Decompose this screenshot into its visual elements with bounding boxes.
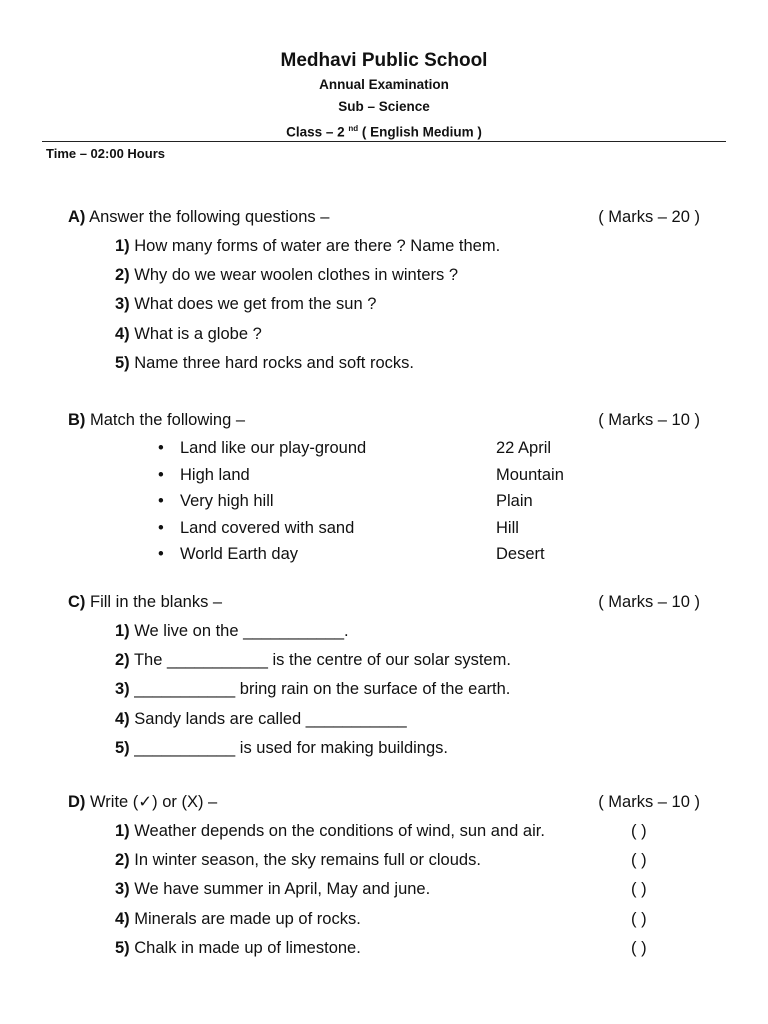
- question-text: ___________ bring rain on the surface of the earth.: [134, 680, 511, 699]
- section-c: [68, 588, 700, 763]
- section-d-marks: ( Marks – 10 ): [598, 793, 700, 811]
- section-c-label: C): [68, 593, 86, 611]
- match-left-item: World Earth day: [180, 545, 298, 563]
- bullet-icon: •: [158, 518, 164, 537]
- question-number: 4): [115, 909, 130, 928]
- match-right-item: Mountain: [496, 465, 564, 484]
- section-c-title: Fill in the blanks –: [90, 593, 223, 611]
- answer-brackets: ( ): [631, 851, 647, 870]
- match-right-item: Plain: [496, 492, 533, 510]
- question-a5: [68, 349, 700, 378]
- section-b-heading: [68, 406, 700, 435]
- question-number: 4): [115, 709, 130, 728]
- section-d-title: Write (✓) or (X) –: [90, 793, 218, 811]
- question-number: 1): [115, 622, 130, 640]
- answer-brackets: ( ): [631, 909, 647, 928]
- match-left-item: Land like our play-ground: [180, 439, 367, 457]
- question-a3: [68, 290, 700, 319]
- school-name: Medhavi Public School: [280, 50, 488, 71]
- question-text: We live on the ___________.: [134, 622, 349, 640]
- match-row-2: [68, 462, 700, 489]
- question-text: Weather depends on the conditions of wind, sun and air.: [134, 822, 545, 840]
- question-text: How many forms of water are there ? Name them.: [134, 237, 501, 255]
- match-right-item: 22 April: [496, 439, 552, 457]
- question-number: 1): [115, 822, 130, 840]
- question-d1: [68, 817, 700, 846]
- section-b-label: B): [68, 411, 86, 429]
- question-number: 3): [115, 295, 130, 314]
- question-number: 1): [115, 237, 130, 255]
- paper-header: [0, 48, 768, 144]
- question-c3: [68, 675, 700, 704]
- question-number: 5): [115, 938, 130, 957]
- question-number: 2): [115, 266, 130, 285]
- question-number: 4): [115, 324, 130, 343]
- section-a-label: A): [68, 208, 86, 226]
- question-text: What is a globe ?: [134, 324, 262, 343]
- section-b-marks: ( Marks – 10 ): [598, 411, 700, 429]
- question-c4: [68, 705, 700, 734]
- answer-brackets: ( ): [631, 938, 647, 957]
- class-line: [0, 118, 768, 144]
- question-c2: [68, 646, 700, 675]
- question-text: Why do we wear woolen clothes in winters ?: [134, 266, 458, 285]
- bullet-icon: •: [158, 492, 164, 510]
- match-row-1: [68, 435, 700, 462]
- match-left-item: High land: [180, 465, 250, 484]
- question-number: 3): [115, 880, 130, 899]
- bullet-icon: •: [158, 439, 164, 457]
- section-a-title: Answer the following questions –: [89, 208, 330, 226]
- exam-name: Annual Examination: [319, 77, 449, 92]
- match-right-item: Hill: [496, 518, 519, 537]
- match-left-item: Land covered with sand: [180, 518, 355, 537]
- question-d5: [68, 934, 700, 963]
- answer-brackets: ( ): [631, 822, 647, 840]
- question-number: 3): [115, 680, 130, 699]
- section-a-marks: ( Marks – 20 ): [598, 208, 700, 226]
- class-medium: ( English Medium ): [358, 124, 482, 140]
- bullet-icon: •: [158, 465, 164, 484]
- match-row-5: [68, 541, 700, 568]
- question-text: Name three hard rocks and soft rocks.: [134, 353, 414, 372]
- class-prefix: Class – 2: [286, 124, 345, 140]
- question-text: Sandy lands are called ___________: [134, 709, 407, 728]
- section-c-heading: [68, 588, 700, 617]
- question-a4: [68, 320, 700, 349]
- question-c1: [68, 617, 700, 646]
- match-row-4: [68, 515, 700, 542]
- question-number: 2): [115, 651, 130, 670]
- subject-line: Sub – Science: [338, 99, 430, 114]
- section-b-title: Match the following –: [90, 411, 246, 429]
- section-a: [68, 203, 700, 378]
- question-c5: [68, 734, 700, 763]
- match-row-3: [68, 488, 700, 515]
- question-text: We have summer in April, May and june.: [134, 880, 431, 899]
- question-d2: [68, 846, 700, 875]
- section-d-label: D): [68, 793, 86, 811]
- question-d4: [68, 905, 700, 934]
- match-right-item: Desert: [496, 545, 545, 563]
- class-suffix-sup: nd: [348, 124, 359, 133]
- question-number: 5): [115, 738, 130, 757]
- question-text: What does we get from the sun ?: [134, 295, 377, 314]
- bullet-icon: •: [158, 545, 164, 563]
- question-text: In winter season, the sky remains full or clouds.: [134, 851, 481, 870]
- section-a-heading: [68, 203, 700, 232]
- question-d3: [68, 875, 700, 904]
- question-a2: [68, 261, 700, 290]
- question-number: 5): [115, 353, 130, 372]
- section-d-heading: [68, 788, 700, 817]
- question-a1: [68, 232, 700, 261]
- match-left-item: Very high hill: [180, 492, 274, 510]
- question-number: 2): [115, 851, 130, 870]
- header-divider: [42, 141, 726, 142]
- section-d: [68, 788, 700, 963]
- time-line: Time – 02:00 Hours: [46, 146, 165, 161]
- section-c-marks: ( Marks – 10 ): [598, 593, 700, 611]
- question-text: Minerals are made up of rocks.: [134, 909, 361, 928]
- question-text: Chalk in made up of limestone.: [134, 938, 361, 957]
- section-b: [68, 406, 700, 568]
- question-text: The ___________ is the centre of our solar system.: [133, 651, 511, 670]
- answer-brackets: ( ): [631, 880, 647, 899]
- question-text: ___________ is used for making buildings.: [134, 738, 448, 757]
